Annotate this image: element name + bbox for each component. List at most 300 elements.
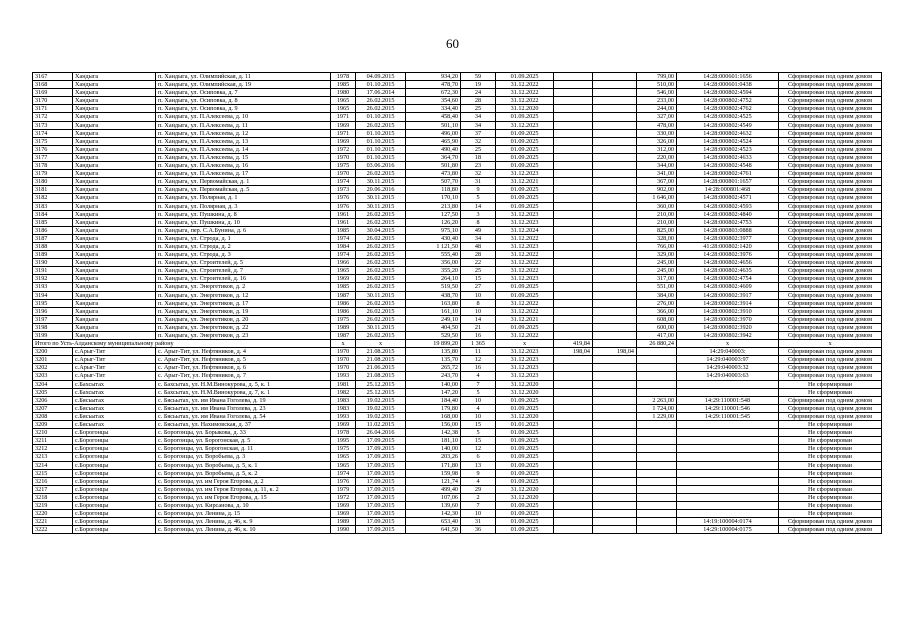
table-cell (593, 251, 637, 259)
table-cell (554, 307, 593, 315)
table-cell: 36 (461, 526, 496, 534)
table-cell (593, 242, 637, 250)
table-cell: 01.09.2025 (496, 73, 554, 81)
table-cell (637, 356, 677, 364)
table-cell: с.Борогонцы (73, 493, 156, 501)
table-cell: с. Борогонцы, ул. Воробьева, д. 3 (156, 453, 331, 461)
table-cell: 3167 (33, 73, 73, 81)
table-cell: 1983 (331, 396, 356, 404)
table-cell: Сформирован под одним домом (779, 251, 882, 259)
table-cell (593, 97, 637, 105)
table-cell: с. Арыг-Тит, ул. Нефтяников, д. 7 (156, 372, 331, 380)
table-cell: 1969 (331, 137, 356, 145)
table-cell: 31.12.2023 (496, 356, 554, 364)
table-cell: с. Бясьытах, ул. им Ивана Гоголева, д. 54 (156, 412, 331, 420)
table-row (33, 412, 882, 420)
table-cell: с. Бахсытах, ул. Н.М.Винокурова, д. 7, к. 1 (156, 388, 331, 396)
table-cell: 14:28:000802:4549 (677, 121, 779, 129)
total-cell (593, 340, 637, 348)
table-cell: с.Борогонцы (73, 469, 156, 477)
table-row (33, 283, 882, 291)
table-cell: Не сформирован (779, 461, 882, 469)
table-cell: 03.06.2016 (356, 162, 406, 170)
table-row (33, 97, 882, 105)
table-cell: 26.02.2015 (356, 97, 406, 105)
table-cell: 14 (461, 315, 496, 323)
table-cell (593, 153, 637, 161)
table-cell: 14:28:000802:4762 (677, 105, 779, 113)
table-cell (593, 404, 637, 412)
table-cell (593, 145, 637, 153)
table-cell: 1975 (331, 315, 356, 323)
table-cell: 1987 (331, 291, 356, 299)
table-cell: 31.12.2020 (496, 105, 554, 113)
table-cell: 14:29:040003:63 (677, 372, 779, 380)
table-cell: Сформирован под одним домом (779, 332, 882, 340)
table-row (33, 259, 882, 267)
table-cell: 17.09.2015 (356, 526, 406, 534)
table-cell: с.Бахсытах (73, 388, 156, 396)
table-cell: 3199 (33, 332, 73, 340)
table-cell: 276,00 (637, 299, 677, 307)
table-cell: Сформирован под одним домом (779, 412, 882, 420)
table-cell (554, 81, 593, 89)
table-cell: 364,70 (406, 153, 461, 161)
table-cell: 01.09.2025 (496, 323, 554, 331)
table-cell: 3208 (33, 412, 73, 420)
table-cell: 01.09.2025 (496, 283, 554, 291)
total-cell: 26 880,24 (637, 340, 677, 348)
table-cell: 01.09.2025 (496, 396, 554, 404)
table-cell: 14:28:000803:0888 (677, 226, 779, 234)
table-cell (593, 137, 637, 145)
table-cell: 31.12.2024 (496, 226, 554, 234)
table-cell: 24 (461, 89, 496, 97)
table-cell (554, 510, 593, 518)
table-cell: Хандыга (73, 178, 156, 186)
table-cell: 243,70 (406, 372, 461, 380)
table-cell (593, 121, 637, 129)
table-cell: 1975 (331, 445, 356, 453)
table-cell: Не сформирован (779, 437, 882, 445)
table-cell: с.Бясьытах (73, 412, 156, 420)
table-cell (554, 461, 593, 469)
table-cell: Хандыга (73, 73, 156, 81)
table-cell: п. Хандыга, ул. Строителей, д. 16 (156, 275, 331, 283)
table-cell (554, 153, 593, 161)
table-cell: 10 (461, 510, 496, 518)
total-cell: x (677, 340, 779, 348)
table-cell (593, 526, 637, 534)
table-cell: 478,00 (637, 121, 677, 129)
table-row (33, 348, 882, 356)
table-cell (554, 493, 593, 501)
table-row (33, 234, 882, 242)
table-row (33, 477, 882, 485)
table-cell (554, 194, 593, 202)
table-cell: с. Бахсытах, ул. Н.М.Винокурова, д. 5, к. 1 (156, 380, 331, 388)
table-cell: 1971 (331, 113, 356, 121)
table-cell (677, 469, 779, 477)
table-cell: 31.12.2022 (496, 97, 554, 105)
table-cell (554, 518, 593, 526)
table-cell: с.Бясьытах (73, 396, 156, 404)
table-cell: п. Хандыга, ул. П.Алексеева, д. 16 (156, 162, 331, 170)
table-cell: 01.09.2025 (496, 113, 554, 121)
table-cell: 1972 (331, 145, 356, 153)
table-cell: с.Борогонцы (73, 445, 156, 453)
table-cell: 14 (461, 202, 496, 210)
table-cell: 1970 (331, 153, 356, 161)
table-cell: п. Хандыга, ул. П.Алексеева, д. 14 (156, 145, 331, 153)
table-row (33, 210, 882, 218)
table-cell: Сформирован под одним домом (779, 348, 882, 356)
table-cell: 17.06.2014 (356, 89, 406, 97)
table-cell: 3220 (33, 510, 73, 518)
table-cell: 641,50 (406, 526, 461, 534)
table-cell: Сформирован под одним домом (779, 137, 882, 145)
table-cell: 135,80 (406, 348, 461, 356)
table-cell: 1969 (331, 121, 356, 129)
table-cell: Хандыга (73, 113, 156, 121)
table-cell: 10 (461, 412, 496, 420)
table-cell: 3175 (33, 137, 73, 145)
table-cell: 29 (461, 485, 496, 493)
table-row (33, 526, 882, 534)
table-cell: п. Хандыга, ул. Энергетиков, д. 19 (156, 307, 331, 315)
table-cell: 26.02.2015 (356, 234, 406, 242)
table-cell: 1974 (331, 234, 356, 242)
table-cell (637, 477, 677, 485)
table-cell: с.Бахсытах (73, 380, 156, 388)
table-cell: Сформирован под одним домом (779, 299, 882, 307)
table-cell: п. Хандыга, ул. Осиповка, д. 7 (156, 89, 331, 97)
table-cell: Хандыга (73, 234, 156, 242)
table-cell: 1961 (331, 210, 356, 218)
table-cell: 17.09.2015 (356, 461, 406, 469)
table-cell: Хандыга (73, 153, 156, 161)
table-cell (554, 526, 593, 534)
table-cell: 3206 (33, 396, 73, 404)
table-cell: 31.12.2022 (496, 89, 554, 97)
table-cell: 12 (461, 356, 496, 364)
table-cell: 14:28:000802:4524 (677, 137, 779, 145)
table-cell: 4 (461, 477, 496, 485)
table-cell: с. Бясьытах, ул. им Ивана Гоголева, д. 19 (156, 396, 331, 404)
table-cell: 1979 (331, 485, 356, 493)
table-cell: 34 (461, 113, 496, 121)
table-cell: 1969 (331, 421, 356, 429)
table-cell (637, 388, 677, 396)
table-cell: 1990 (331, 526, 356, 534)
table-cell: 14:29:110001:546 (677, 404, 779, 412)
table-cell: 1986 (331, 299, 356, 307)
table-cell: п. Хандыга, ул. Олимпийская, д. 11 (156, 73, 331, 81)
table-cell: 496,00 (406, 129, 461, 137)
table-cell (593, 364, 637, 372)
table-cell: 1993 (331, 412, 356, 420)
table-row (33, 162, 882, 170)
table-cell: 30.11.2015 (356, 323, 406, 331)
table-cell: 975,10 (406, 226, 461, 234)
table-row (33, 445, 882, 453)
table-cell: 19 (461, 81, 496, 89)
table-cell: 198,04 (554, 348, 593, 356)
table-cell: 1970 (331, 170, 356, 178)
table-cell: 31 (461, 178, 496, 186)
table-row (33, 137, 882, 145)
table-cell: 1984 (331, 242, 356, 250)
table-cell: 3172 (33, 113, 73, 121)
table-cell: 14:28:000802:4840 (677, 210, 779, 218)
table-cell (593, 372, 637, 380)
table-cell: 1981 (331, 380, 356, 388)
table-cell: 1985 (331, 226, 356, 234)
table-cell (554, 186, 593, 194)
table-row (33, 299, 882, 307)
table-cell: 184,40 (406, 396, 461, 404)
table-cell: Сформирован под одним домом (779, 113, 882, 121)
table-cell: 3216 (33, 477, 73, 485)
table-cell: п. Хандыга, ул. П.Алексеева, д. 15 (156, 153, 331, 161)
table-cell: 3193 (33, 283, 73, 291)
table-cell: 14:28:000802:4753 (677, 218, 779, 226)
table-cell: с. Борогонцы, ул. Воробьева, д. 5, к. 1 (156, 461, 331, 469)
table-cell: Не сформирован (779, 445, 882, 453)
table-cell: 327,00 (637, 113, 677, 121)
table-cell: Сформирован под одним домом (779, 121, 882, 129)
total-cell: x (496, 340, 554, 348)
table-cell: с.Борогонцы (73, 429, 156, 437)
table-cell: с.Борогонцы (73, 510, 156, 518)
table-cell: 31.12.2023 (496, 348, 554, 356)
table-cell: 430,40 (406, 234, 461, 242)
table-row (33, 372, 882, 380)
table-cell: Сформирован под одним домом (779, 307, 882, 315)
table-cell: п. Хандыга, ул. Энергетиков, д. 23 (156, 332, 331, 340)
table-cell: 14:29:040003: (677, 348, 779, 356)
table-cell: Не сформирован (779, 429, 882, 437)
table-cell: с.Бясьытах (73, 404, 156, 412)
table-cell (554, 501, 593, 509)
table-cell (554, 437, 593, 445)
table-cell: п. Хандыга, ул. Энергетиков, д. 22 (156, 323, 331, 331)
table-cell: Сформирован под одним домом (779, 234, 882, 242)
table-cell: 3168 (33, 81, 73, 89)
table-cell: 3174 (33, 129, 73, 137)
total-cell: x (356, 340, 406, 348)
table-row (33, 73, 882, 81)
table-cell (554, 267, 593, 275)
table-cell: 3219 (33, 501, 73, 509)
table-cell (677, 445, 779, 453)
table-cell: 3196 (33, 307, 73, 315)
table-cell (593, 186, 637, 194)
table-cell (554, 299, 593, 307)
table-cell: п. Хандыга, ул. Строителей, д. 5 (156, 259, 331, 267)
table-row (33, 332, 882, 340)
table-cell (677, 477, 779, 485)
table-cell (554, 421, 593, 429)
table-cell (554, 121, 593, 129)
table-cell: 3212 (33, 445, 73, 453)
table-cell: 30.11.2015 (356, 178, 406, 186)
table-cell: 59 (461, 73, 496, 81)
table-cell: 15 (461, 275, 496, 283)
table-cell: 10 (461, 291, 496, 299)
table-cell (593, 234, 637, 242)
table-cell: 507,70 (406, 178, 461, 186)
table-cell (677, 485, 779, 493)
table-cell: 31.12.2023 (496, 242, 554, 250)
table-cell (593, 429, 637, 437)
table-cell: 01.09.2025 (496, 291, 554, 299)
table-cell: 4 (461, 404, 496, 412)
table-row (33, 469, 882, 477)
table-cell: 5 (461, 429, 496, 437)
table-cell: 600,00 (637, 323, 677, 331)
table-row (33, 453, 882, 461)
table-cell: Не сформирован (779, 469, 882, 477)
table-cell: 31.12.2022 (496, 251, 554, 259)
table-cell: 3198 (33, 323, 73, 331)
table-cell (637, 437, 677, 445)
table-cell: п. Хандыга, ул. П.Алексеева, д. 10 (156, 113, 331, 121)
table-cell: 34 (461, 234, 496, 242)
table-cell: с. Арыг-Тит, ул. Нефтяников, д. 6 (156, 364, 331, 372)
table-cell: 26.02.2015 (356, 218, 406, 226)
table-cell: 3191 (33, 267, 73, 275)
table-cell: 265,72 (406, 364, 461, 372)
table-cell: Хандыга (73, 194, 156, 202)
table-cell: Хандыга (73, 89, 156, 97)
table-cell: 519,50 (406, 283, 461, 291)
table-cell: 3205 (33, 388, 73, 396)
table-cell: 25.12.2015 (356, 380, 406, 388)
table-cell: 21.08.2015 (356, 348, 406, 356)
table-cell: 21.08.2015 (356, 356, 406, 364)
table-cell: 3192 (33, 275, 73, 283)
table-cell: Не сформирован (779, 380, 882, 388)
table-row (33, 380, 882, 388)
table-row (33, 251, 882, 259)
table-cell: 41:28:000802:1420 (677, 242, 779, 250)
table-cell (554, 275, 593, 283)
table-cell: 31.12.2021 (496, 178, 554, 186)
table-cell: 17.09.2015 (356, 453, 406, 461)
table-cell: Хандыга (73, 226, 156, 234)
table-cell: 1974 (331, 251, 356, 259)
table-cell: 404,50 (406, 323, 461, 331)
table-cell (554, 315, 593, 323)
table-cell: 14:29:040003:97 (677, 356, 779, 364)
table-cell: 1974 (331, 178, 356, 186)
table-cell: п. Хандыга, ул. П.Алексеева, д. 17 (156, 170, 331, 178)
table-cell: 01.09.2025 (496, 429, 554, 437)
table-cell: 1970 (331, 364, 356, 372)
table-cell (593, 323, 637, 331)
table-cell: 317,00 (637, 275, 677, 283)
table-cell: 26.02.2015 (356, 242, 406, 250)
table-cell: 140,00 (406, 380, 461, 388)
table-cell: 21.08.2015 (356, 372, 406, 380)
table-cell (593, 380, 637, 388)
table-cell: 546,00 (637, 89, 677, 97)
table-cell (554, 242, 593, 250)
table-cell (593, 437, 637, 445)
table-row (33, 493, 882, 501)
table-cell: 17.09.2015 (356, 437, 406, 445)
table-cell: 25 (461, 105, 496, 113)
table-cell: Сформирован под одним домом (779, 73, 882, 81)
table-cell: 220,00 (637, 153, 677, 161)
table-cell (554, 162, 593, 170)
table-cell: Хандыга (73, 129, 156, 137)
table-cell: с. Борогонцы, ул. Ленина, д. 46, к. 10 (156, 526, 331, 534)
district-total-row (33, 340, 882, 348)
table-cell: п. Хандыга, ул. Строда, д. 1 (156, 234, 331, 242)
table-cell: 934,20 (406, 73, 461, 81)
table-cell: п. Хандыга, ул. Олимпийская, д. 19 (156, 81, 331, 89)
table-cell: Хандыга (73, 210, 156, 218)
table-cell: 01.10.2015 (356, 137, 406, 145)
table-cell: Хандыга (73, 81, 156, 89)
table-cell: с. Борогонцы, ул. им Героя Егорова, д. 2 (156, 477, 331, 485)
table-cell (677, 510, 779, 518)
table-cell: 1986 (331, 307, 356, 315)
table-cell: 22 (461, 259, 496, 267)
table-cell: 356,00 (406, 259, 461, 267)
table-row (33, 356, 882, 364)
table-cell (677, 429, 779, 437)
table-row (33, 323, 882, 331)
table-cell: 179,80 (406, 404, 461, 412)
table-cell: 01.09.2025 (496, 129, 554, 137)
table-cell (637, 372, 677, 380)
table-cell: 3201 (33, 356, 73, 364)
table-cell: Хандыга (73, 162, 156, 170)
table-cell: 34 (461, 121, 496, 129)
table-cell: п. Хандыга, ул. Первомайская, д. 1 (156, 178, 331, 186)
table-cell (637, 518, 677, 526)
table-cell: 3176 (33, 145, 73, 153)
table-cell: п. Хандыга, ул. Полярная, д. 3 (156, 202, 331, 210)
table-cell: 1971 (331, 129, 356, 137)
table-cell (593, 210, 637, 218)
table-cell: 6 (461, 453, 496, 461)
table-cell (593, 259, 637, 267)
table-cell: Хандыга (73, 291, 156, 299)
table-cell: 121,74 (406, 477, 461, 485)
table-cell: Не сформирован (779, 485, 882, 493)
table-cell (637, 510, 677, 518)
table-cell: 14:28:000801:468 (677, 186, 779, 194)
table-cell: 01.09.2025 (496, 153, 554, 161)
table-cell: 01.09.2025 (496, 469, 554, 477)
table-row (33, 113, 882, 121)
table-cell: 1961 (331, 218, 356, 226)
table-row (33, 510, 882, 518)
table-cell (637, 501, 677, 509)
table-cell: с.Борогонцы (73, 437, 156, 445)
table-cell: с.Борогонцы (73, 453, 156, 461)
table-cell: с. Борогонцы, ул. Кирсанова, д. 10 (156, 501, 331, 509)
table-cell: п. Хандыга, ул. П.Алексеева, д. 11 (156, 121, 331, 129)
table-cell: 14:28:000601:1656 (677, 73, 779, 81)
table-cell (554, 388, 593, 396)
table-cell: 354,60 (406, 97, 461, 105)
table-cell: 49 (461, 226, 496, 234)
